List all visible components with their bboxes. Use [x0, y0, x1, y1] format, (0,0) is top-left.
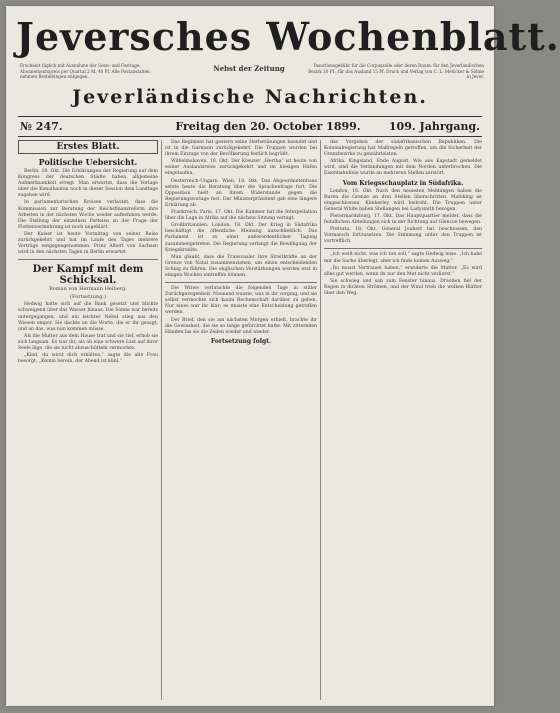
- feuilleton-note: (Fortsetzung.): [70, 294, 106, 301]
- supplement-note: Nebst der Zeitung: [213, 64, 285, 73]
- article-paragraph: Pietermaritzburg, 17. Okt. Das Hauptquartier meldet, dass die feindlichen Abteilungen sich in der Richtung auf Glencoe bewegen.: [324, 213, 482, 226]
- subscription-info: Erscheint täglich mit Ausnahme der Sonn- und Festtage. Abonnementspreis per Quartal 2 M. 40 Pf. Alle Postanstalten nehmen Bestellungen entgegen.: [20, 63, 150, 79]
- section-divider: [324, 248, 482, 249]
- article-paragraph: Der Kaiser ist heute Vormittag von seiner Reise zurückgekehrt und hat im Laufe des Tages mehrere Vorträge entgegengenommen. Prinz Albert von Sachsen wird in den nächsten Tagen in Berlin erwartet.: [18, 231, 158, 256]
- feuilleton-author: Roman von Hermann Heiberg.: [49, 286, 127, 293]
- column-divider: [161, 140, 162, 700]
- issue-date: Freitag den 20. October 1899.: [175, 120, 361, 133]
- article-paragraph: Das Regiment hat gestern seine Herbstübungen beendet und ist in die Garnison zurückgekehrt. Die Truppen wurden bei ihrem Einzuge von der Bevölkerung festlich begrüßt.: [165, 140, 317, 158]
- column-divider: [320, 140, 321, 700]
- section-title: Politische Uebersicht.: [38, 157, 138, 167]
- article-paragraph: Afrika. Kingsland, Ende August. Wie aus Kapstadt gemeldet wird, sind die Verbindungen mit dem Norden unterbrochen. Die Eisenbahnlinie wurde an mehreren Stellen zerstört.: [324, 159, 482, 177]
- article-paragraph: Man glaubt, dass die Transvaaler ihre Streitkräfte an der Grenze von Natal zusammenziehen, um einen entscheidenden Schlag zu führen. Die englischen Verstärkungen werden erst in einigen Wochen eintreffen können.: [165, 254, 317, 278]
- article-paragraph: das Vorgehen der südafrikanischen Republiken. Die Kolonialregierung hat Maßregeln getroffen, um die Sicherheit der Grenzbezirke zu gewährleisten.: [324, 140, 482, 158]
- story-paragraph: Als die Mutter aus dem Hause trat und sie rief, erhob sie sich langsam. Es war ihr, als ob eine schwere Last auf ihrer Seele läge, die sie nicht abzuschütteln vermochte.: [18, 333, 158, 351]
- masthead-title: Jeversches Wochenblatt.: [16, 14, 560, 59]
- article-paragraph: In parlamentarischen Kreisen verlautet, dass die Kommission zur Beratung der Reichsfinanzreform ihre Arbeiten in der nächsten Woche wieder aufnehmen werde. Die Stellung der einzelnen Parteien zu der Frage der Flottenvermehrung ist noch ungeklärt.: [18, 200, 158, 230]
- story-paragraph: Der Brief, den sie am nächsten Morgen erhielt, brachte ihr die Gewissheit, die sie so lange gefürchtet hatte. Mit zitternden Händen las sie die Zeilen wieder und wieder.: [165, 317, 317, 335]
- newspaper-page: [6, 6, 560, 706]
- story-paragraph: Hedwig hatte sich auf die Bank gesetzt und blickte schweigend über das Wasser hinaus. Die Sonne war bereits untergegangen, und ein leichter Nebel stieg aus den Wiesen empor. Sie dachte an die Worte, die er ihr gesagt, und an das, was nun kommen müsse.: [18, 302, 158, 332]
- column-1: [18, 140, 158, 700]
- story-paragraph: Sie schwieg und sah zum Fenster hinaus. Draußen fiel der Regen in dichten Strömen, und der Wind trieb die welken Blätter über den Weg.: [324, 278, 482, 296]
- story-paragraph: „Kind, du wirst dich erkälten,“ sagte die alte Frau besorgt. „Komm herein, der Abend ist kühl.“: [18, 353, 158, 365]
- article-paragraph: Großbritannien. London, 18. Okt. Der Krieg in Südafrika beschäftigt die öffentliche Meinung ausschließlich. Das Parlament ist zu einer außerordentlichen Tagung zusammengetreten. Die Regierung verlangt die Bewilligung der Kriegskredite.: [165, 223, 317, 253]
- header-rule-bottom: [18, 136, 482, 137]
- article-paragraph: Wilhelmshaven, 18. Okt. Der Kreuzer „Hertha“ ist heute von seiner Auslandsreise zurückgekehrt und im hiesigen Hafen eingelaufen.: [165, 159, 317, 177]
- section-divider: [18, 259, 158, 260]
- article-paragraph: Berlin, 18. Okt. Die Erklärungen der Regierung auf dem Kongress der deutschen Städte haben allgemeine Aufmerksamkeit erregt. Man erwartet, dass die Vorlage über die Kanalbauten noch in dieser Session dem Landtage zugehen wird.: [18, 169, 158, 199]
- section-divider: [165, 282, 317, 283]
- war-section-title: Vom Kriegsschauplatz in Südafrika.: [342, 179, 464, 187]
- issue-number: № 247.: [20, 120, 63, 133]
- dateline: [18, 119, 482, 135]
- story-paragraph: „Du musst Vertrauen haben,“ erwiderte die Mutter. „Es wird alles gut werden, wenn du nur den Mut nicht verlierst.“: [324, 265, 482, 277]
- column-2: [165, 140, 317, 700]
- masthead-subtitle: Jeverländische Nachrichten.: [72, 86, 428, 108]
- article-paragraph: Frankreich. Paris, 17. Okt. Die Kammer hat die Interpellation über die Lage in Afrika auf die nächste Sitzung vertagt.: [165, 210, 317, 222]
- article-paragraph: Pretoria, 18. Okt. General Joubert hat beschlossen, den Vormarsch fortzusetzen. Die Stimmung unter den Truppen ist vortrefflich.: [324, 227, 482, 245]
- advertising-info: Insertionsgebühr für die Corpuszeile oder deren Raum: für den Jeverlandischen Bezirk 10 Pf., für das Ausland 15 Pf. Druck und Verlag von C. L. Mettcker & Söhne in Jever.: [308, 63, 484, 79]
- section-box-title: Erstes Blatt.: [18, 140, 158, 154]
- issue-year: 109. Jahrgang.: [388, 120, 480, 133]
- continuation-note: Fortsetzung folgt.: [210, 337, 272, 345]
- story-paragraph: Die Witwe verbrachte die folgenden Tage in stiller Zurückgezogenheit. Niemand wusste, was in ihr vorging, und sie selbst vermochte sich kaum Rechenschaft darüber zu geben. Nur eines war ihr klar: es musste eine Entscheidung getroffen werden.: [165, 286, 317, 316]
- story-paragraph: „Ich weiß nicht, was ich tun soll,“ sagte Hedwig leise. „Ich habe mir die Sache überlegt, aber ich finde keinen Ausweg.“: [324, 252, 482, 264]
- feuilleton-title: Der Kampf mit dem Schicksal.: [32, 264, 144, 287]
- header-rule-top: [18, 116, 482, 117]
- article-paragraph: Oesterreich-Ungarn. Wien, 18. Okt. Das Abgeordnetenhaus setzte heute die Beratung über die Sprachenfrage fort. Die Opposition hielt an ihrem Widerstande gegen die Regierungsvorlage fest. Der Ministerpräsident gab eine längere Erklärung ab.: [165, 178, 317, 208]
- column-3: [324, 140, 482, 700]
- article-paragraph: London, 18. Okt. Nach den neuesten Meldungen haben die Buren die Grenze an drei Stellen überschritten. Mafeking ist eingeschlossen, Kimberley wird bedroht. Die Truppen unter General White haben Stellungen bei Ladysmith bezogen.: [324, 188, 482, 212]
